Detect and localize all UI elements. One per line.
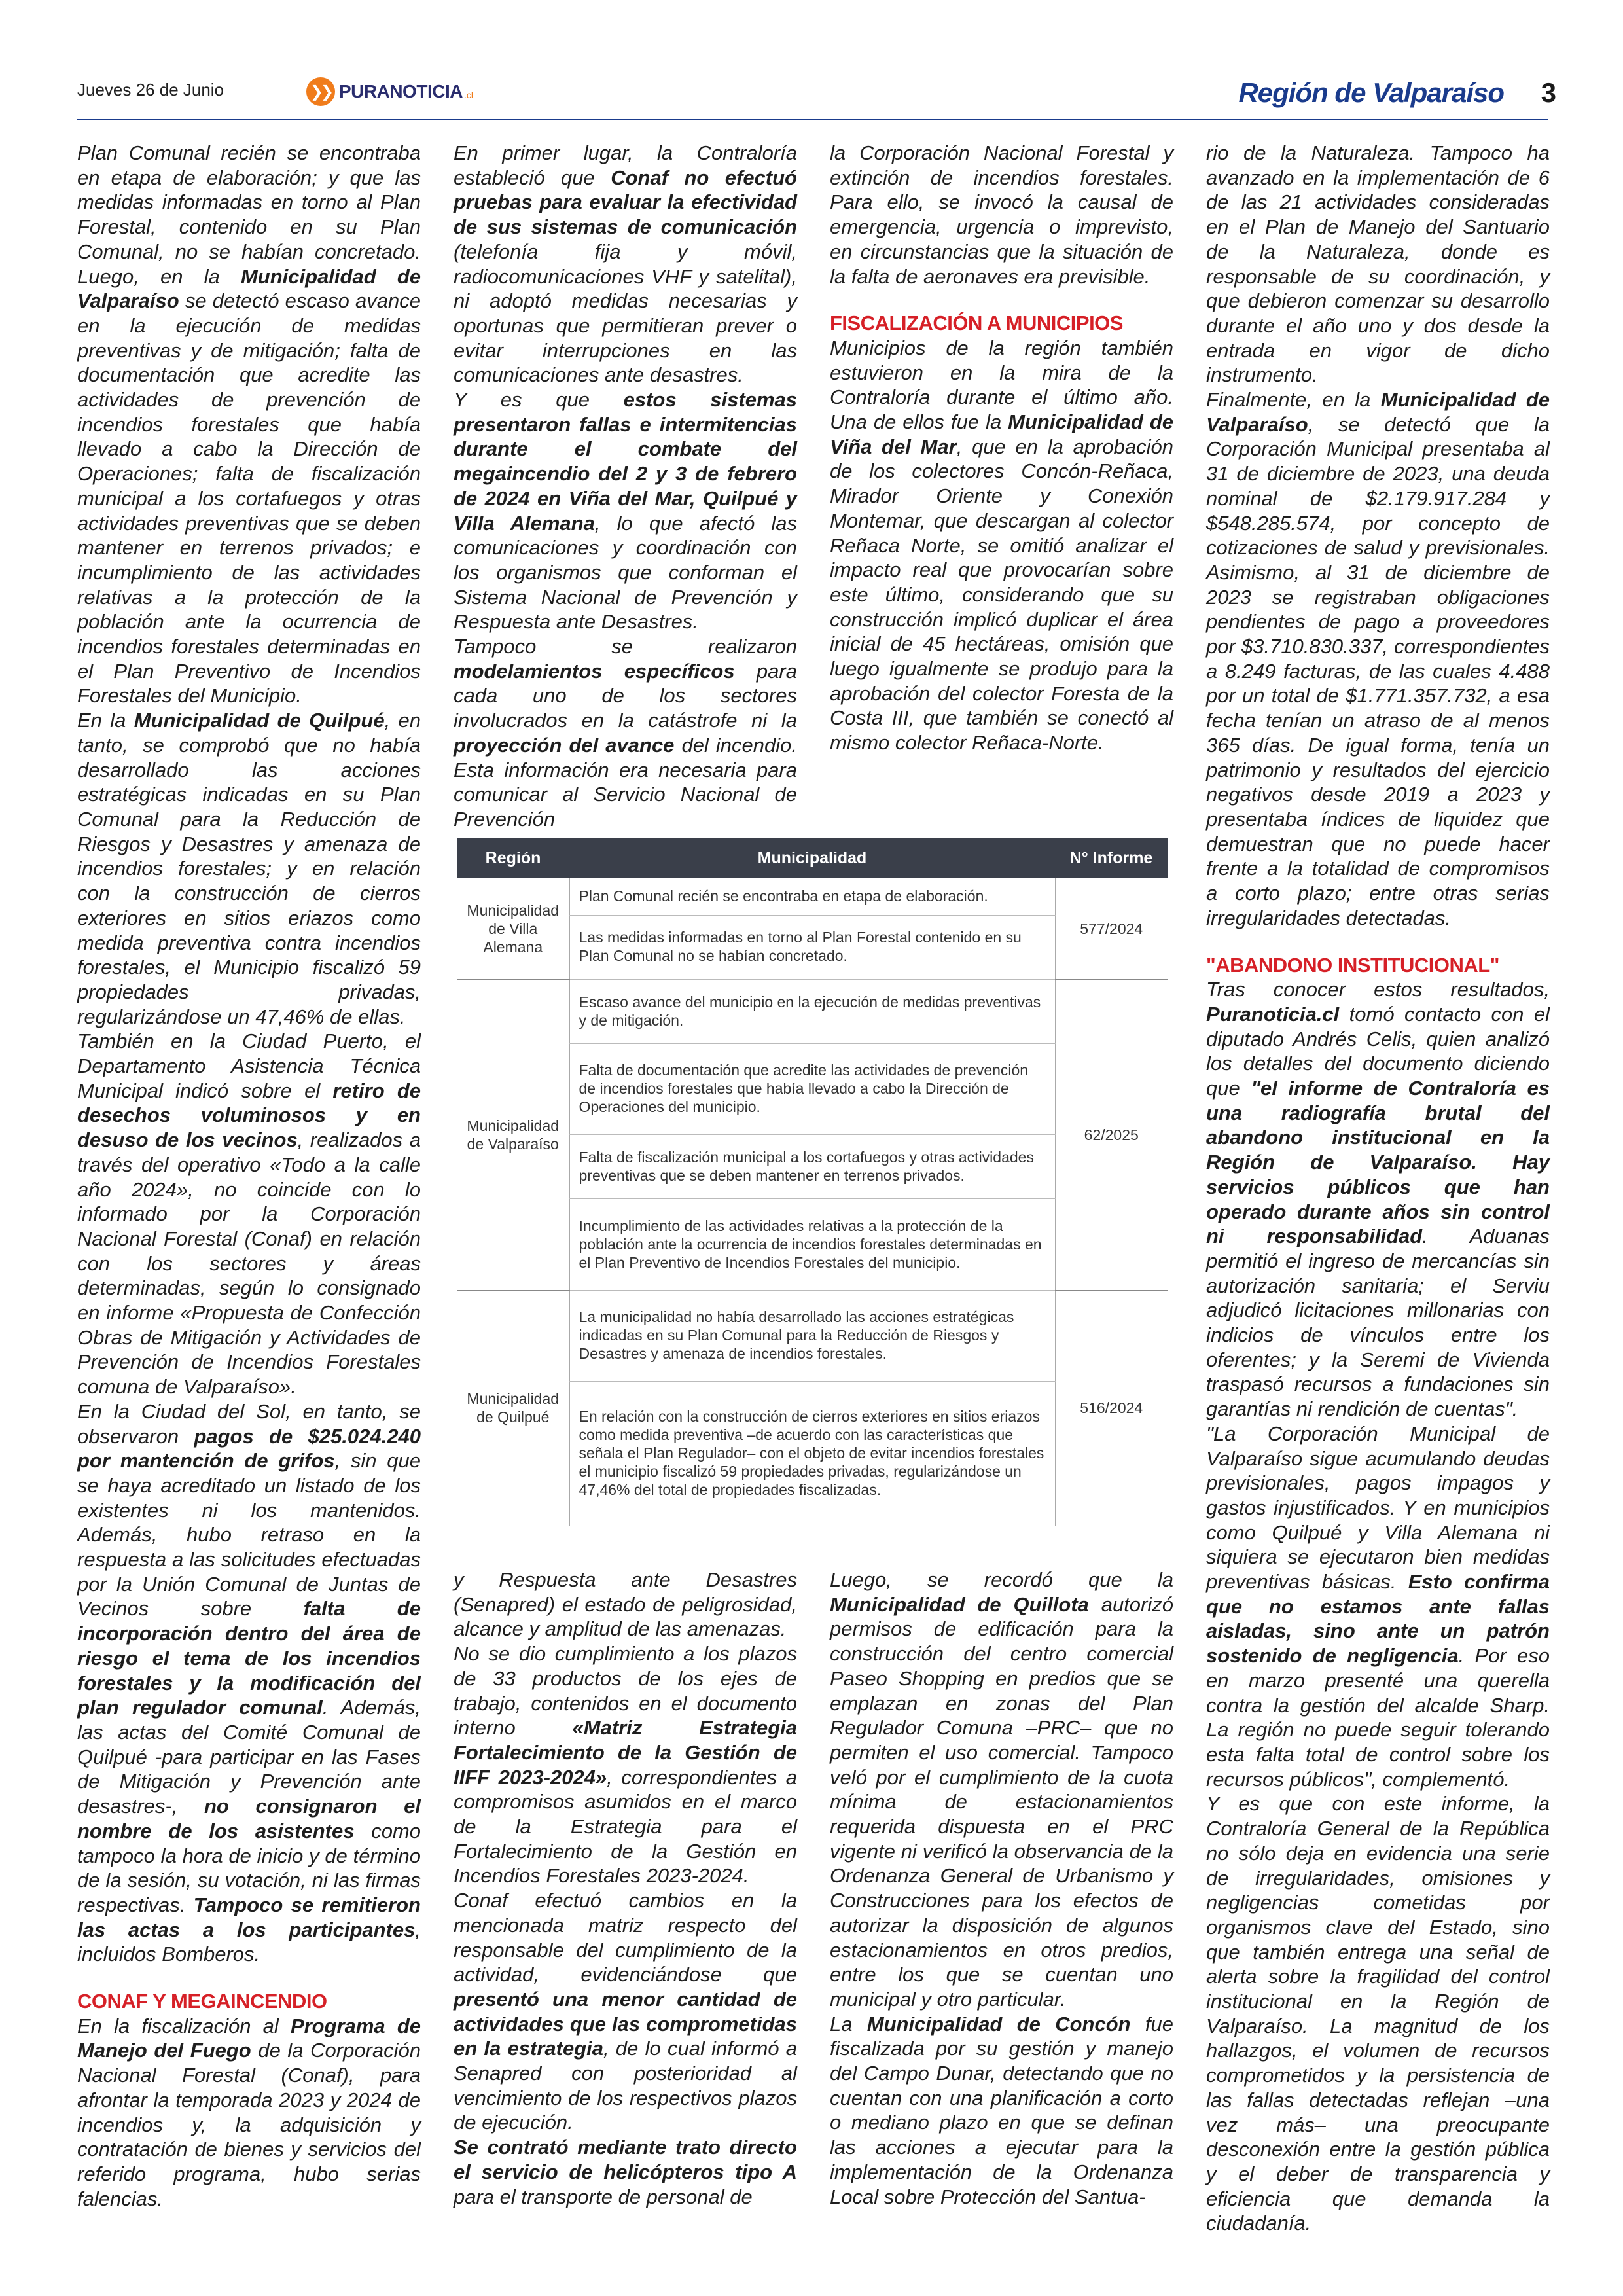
finding-cell: La municipalidad no había desarrollado las acciones estratégicas indicadas en su Plan Comunal para la Reducción de Riesgos y Desastres y amenaza de incendios forestales. [569,1290,1055,1381]
article-column-1 [77,141,421,2211]
paragraph: En la Municipalidad de Quilpué, en tanto, se comprobó que no había desarrollado las acciones estratégicas indicadas en su Plan Comunal para la Reducción de Riesgos y Desastres y amenaza de incendios forestales; y en relación con la construcción de cierros exteriores en sitios eriazos como medida preventiva contra incendios forestales, el Municipio fiscalizó 59 propiedades privadas, regularizándose un 47,46% de ellas. [77,709,421,1028]
finding-cell: Falta de documentación que acredite las actividades de prevención de incendios forestales que había llevado a cabo la Dirección de Operaciones del municipio. [569,1044,1055,1135]
paragraph: "La Corporación Municipal de Valparaíso sigue acumulando deudas previsionales, pagos impagos y gastos injustificados. Y en municipios como Quilpué y Villa Alemana ni siquiera se ejecutaron bien medidas preventivas básicas. Esto confirma que no estamos ante fallas aisladas, sino ante un patrón sostenido de negligencia. Por eso en marzo presenté una querella contra la gestión del alcalde Sharp. La región no puede seguir tolerando esta falta total de control sobre los recursos públicos", complementó. [1206,1422,1550,1791]
article-column-4 [1206,141,1550,2236]
paragraph: Tampoco se realizaron modelamientos específicos para cada uno de los sectores involucrados en la catástrofe ni la proyección del avance del incendio. Esta información era necesaria para comunicar al Servicio Nacional de Prevención [454,635,797,831]
page-number: 3 [1541,77,1556,108]
paragraph: La Municipalidad de Concón fue fiscalizada por su gestión y manejo del Campo Dunar, detectando que no cuentan con una planificación a corto o mediano plazo en que se definan las acciones a ejecutar para la implementación de la Ordenanza Local sobre Protección del Santua- [830,2012,1173,2208]
brand-logo[interactable] [306,77,473,106]
informe-cell: 62/2025 [1055,980,1168,1291]
finding-cell: Las medidas informadas en torno al Plan Forestal contenido en su Plan Comunal no se habían concretado. [569,915,1055,979]
finding-cell: Plan Comunal recién se encontraba en etapa de elaboración. [569,878,1055,915]
paragraph: Municipios de la región también estuvieron en la mira de la Contraloría durante el último año. Una de ellos fue la Municipalidad de Viña del Mar, que en la aprobación de los colectores Concón-Reñaca, Mirador Oriente y Conexión Montemar, que descargan al colector Reñaca Norte, se omitió analizar el impacto real que provocarían sobre este último, considerando que su construcción implicó duplicar el área inicial de 45 hectáreas, omisión que luego igualmente se produjo para la aprobación del colector Foresta de la Costa III, que también se conectó al mismo colector Reñaca-Norte. [830,336,1173,755]
paragraph: Se contrató mediante trato directo el servicio de helicópteros tipo A para el transporte de personal de [454,2136,797,2208]
paragraph: Luego, se recordó que la Municipalidad de Quillota autorizó permisos de edificación para la construcción del centro comercial Paseo Shopping en predios que se emplazan en zonas del Plan Regulador Comuna –PRC– que no permiten el uso comercial. Tampoco veló por el cumplimiento de la cuota mínima de estacionamientos requerida dispuesta en el PRC vigente ni verificó la observancia de la Ordenanza General de Urbanismo y Construcciones para los efectos de autorizar la disposición de algunos estacionamientos en otros predios, entre los que se cuentan uno municipal y otro particular. [830,1568,1173,2011]
table-row [457,1290,1168,1381]
region-cell: Municipalidad de Villa Alemana [457,878,569,980]
table-header-row [457,838,1168,878]
paragraph: Tras conocer estos resultados, Puranoticia.cl tomó contacto con el diputado Andrés Celis, quien analizó los detalles del documento diciendo que "el informe de Contraloría es una radiografía brutal del abandono institucional en la Región de Valparaíso. Hay servicios públicos que han operado durante años sin control ni responsabilidad. Aduanas permitió el ingreso de mercancías sin autorización sanitaria; el Serviu adjudicó licitaciones millonarias con indicios de vínculos entre los oferentes; y la Seremi de Vivienda traspasó recursos a fundaciones sin garantías ni rendición de cuentas". [1206,978,1550,1421]
article-column-3 [830,141,1173,755]
finding-cell: Incumplimiento de las actividades relativas a la protección de la población ante la ocurrencia de incendios forestales determinadas en el Plan Preventivo de Incendios Forestales del municipio. [569,1199,1055,1290]
informe-cell: 577/2024 [1055,878,1168,980]
paragraph: la Corporación Nacional Forestal y extinción de incendios forestales. Para ello, se invocó la causal de emergencia, urgencia o imprevisto, en circunstancias que la situación de la falta de aeronaves era previsible. [830,141,1173,288]
header-divider [77,119,1548,120]
header-municipalidad: Municipalidad [569,838,1055,878]
header-region: Región [457,838,569,878]
paragraph: En la fiscalización al Programa de Manejo del Fuego de la Corporación Nacional Forestal (Conaf), para afrontar la temporada 2023 y 2024 de incendios y, la adquisición y contratación de bienes y servicios del referido programa, hubo serias falencias. [77,2014,421,2210]
paragraph: y Respuesta ante Desastres (Senapred) el estado de peligrosidad, alcance y amplitud de las amenazas. [454,1568,797,1641]
paragraph: Plan Comunal recién se encontraba en etapa de elaboración; y que las medidas informadas en torno al Plan Forestal, contenido en su Plan Comunal, no se habían concretado. Luego, en la Municipalidad de Valparaíso se detectó escaso avance en la ejecución de medidas preventivas y de mitigación; falta de documentación que acredite las actividades de prevención de incendios forestales que había llevado a cabo la Dirección de Operaciones; falta de fiscalización municipal a los cortafuegos y otras actividades preventivas que se deben mantener en terrenos privados; e incumplimiento de las actividades relativas a la protección de la población ante la ocurrencia de incendios forestales determinadas en el Plan Preventivo de Incendios Forestales del Municipio. [77,141,421,708]
paragraph: También en la Ciudad Puerto, el Departamento Asistencia Técnica Municipal indicó sobre el retiro de desechos voluminosos y en desuso de los vecinos, realizados a través del operativo «Todo a la calle año 2024», no coincide con lo informado por la Corporación Nacional Forestal (Conaf) en relación con los sectores y áreas determinadas, según lo consignado en informe «Propuesta de Confección Obras de Mitigación y Actividades de Prevención de Incendios Forestales comuna de Valparaíso». [77,1030,421,1399]
page-header [77,77,1556,114]
finding-cell: Escaso avance del municipio en la ejecución de medidas preventivas y de mitigación. [569,980,1055,1044]
issue-date: Jueves 26 de Junio [77,80,224,99]
paragraph: rio de la Naturaleza. Tampoco ha avanzado en la implementación de 6 de las 21 actividades consideradas en el Plan de Manejo del Santuario de la Naturaleza, donde es responsable de su coordinación, y que debieron comenzar su desarrollo durante el año uno y dos desde la entrada en vigor de dicho instrumento. [1206,141,1550,387]
informe-cell: 516/2024 [1055,1290,1168,1526]
paragraph: En primer lugar, la Contraloría estableció que Conaf no efectuó pruebas para evaluar la efectividad de sus sistemas de comunicación (telefonía fija y móvil, radiocomunicaciones VHF y satelital), ni adoptó medidas necesarias y oportunas que permitieran prever o evitar interrupciones en las comunicaciones ante desastres. [454,141,797,387]
section-heading: "ABANDONO INSTITUCIONAL" [1206,953,1499,977]
paragraph: Conaf efectuó cambios en la mencionada matriz respecto del responsable del cumplimiento de la actividad, evidenciándose que presentó una menor cantidad de actividades que las comprometidas en la estrategia, de lo cual informó a Senapred con posterioridad al vencimiento de los respectivos plazos de ejecución. [454,1889,798,2134]
article-column-3-continued [830,1568,1173,2209]
article-column-2 [454,141,797,832]
region-cell: Municipalidad de Quilpué [457,1290,569,1526]
section-heading: FISCALIZACIÓN A MUNICIPIOS [830,312,1123,335]
brand-name: PURANOTICIA [339,81,463,101]
paragraph: Y es que con este informe, la Contraloría General de la República no sólo deja en evidencia una serie de irregularidades, omisiones y negligencias cometidas por organismos clave del Estado, sino que también entrega una señal de alerta sobre la fragilidad del control institucional en la Región de Valparaíso. La magnitud de los hallazgos, el volumen de recursos comprometidos y la persistencia de las fallas detectadas reflejan –una vez más– una preocupante desconexión entre la gestión pública y el deber de transparencia y eficiencia que demanda la ciudadanía. [1206,1792,1550,2235]
article-column-2-continued [454,1568,797,2209]
brand-suffix: .cl [463,90,473,100]
findings-table [457,838,1168,1526]
finding-cell: En relación con la construcción de cierros exteriores en sitios eriazos como medida preventiva –de acuerdo con las características que señala el Plan Regulador– con el objeto de evitar incendios forestales el municipio fiscalizó 59 propiedades privadas, regularizándose un 47,46% del total de propiedades fiscalizadas. [569,1381,1055,1526]
paragraph: En la Ciudad del Sol, en tanto, se observaron pagos de $25.024.240 por mantención de grifos, sin que se haya acreditado un listado de los existentes ni los mantenidos. Además, hubo retraso en la respuesta a las solicitudes efectuadas por la Unión Comunal de Juntas de Vecinos sobre falta de incorporación dentro del área de riesgo el tema de los incendios forestales y la modificación del plan regulador comunal. Además, las actas del Comité Comunal de Quilpué -para participar en las Fases de Mitigación y Prevención ante desastres-, no consignaron el nombre de los asistentes como tampoco la hora de inicio y de término de la sesión, su votación, ni las firmas respectivas. Tampoco se remitieron las actas a los participantes, incluidos Bomberos. [77,1399,421,1966]
section-heading: CONAF Y MEGAINCENDIO [77,1990,327,2013]
finding-cell: Falta de fiscalización municipal a los cortafuegos y otras actividades preventivas que se deben mantener en terrenos privados. [569,1135,1055,1199]
section-region-title: Región de Valparaíso [1238,77,1504,108]
header-informe: N° Informe [1055,838,1168,878]
table-row [457,980,1168,1044]
table-row [457,878,1168,915]
paragraph: Finalmente, en la Municipalidad de Valparaíso, se detectó que la Corporación Municipal presentaba al 31 de diciembre de 2023, una deuda nominal de $2.179.917.284 y $548.285.574, por concepto de cotizaciones de salud y previsionales. Asimismo, al 31 de diciembre de 2023 se registraban obligaciones pendientes de pago a proveedores por $3.710.830.337, correspondientes a 8.249 facturas, de las cuales 4.488 por un total de $1.771.357.732, a esa fecha tenían un atraso de al menos 365 días. De igual forma, tenía un patrimonio y resultados del ejercicio negativos desde 2019 a 2023 y presentaba índices de liquidez que demuestran que no puede hacer frente a la totalidad de compromisos a corto plazo; entre otras serias irregularidades detectadas. [1206,388,1550,929]
paragraph: Y es que estos sistemas presentaron fallas e intermitencias durante el combate del megaincendio del 2 y 3 de febrero de 2024 en Viña del Mar, Quilpué y Villa Alemana, lo que afectó las comunicaciones y coordinación con los organismos que conforman el Sistema Nacional de Prevención y Respuesta ante Desastres. [454,388,797,634]
paragraph: No se dio cumplimiento a los plazos de 33 productos de los ejes de trabajo, contenidos en el documento interno «Matriz Estrategia Fortalecimiento de la Gestión de IIFF 2023-2024», correspondientes a compromisos asumidos en el marco de la Estrategia para el Fortalecimiento de la Gestión en Incendios Forestales 2023-2024. [454,1642,797,1888]
region-cell: Municipalidad de Valparaíso [457,980,569,1291]
logo-arrows-icon: ❯❯ [306,77,335,106]
